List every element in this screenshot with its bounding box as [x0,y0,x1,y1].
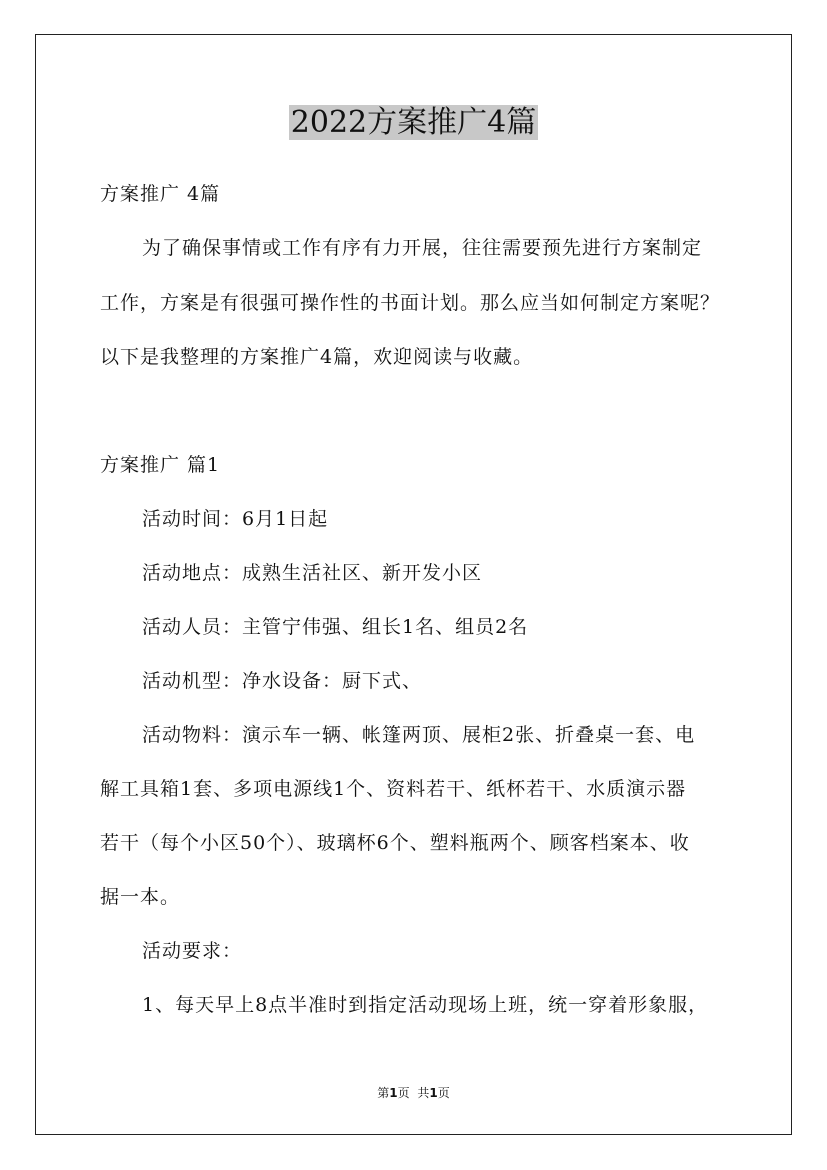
requirement-1: 1、每天早上8点半准时到指定活动现场上班，统一穿着形象服， [142,994,709,1016]
item-staff: 活动人员：主管宁伟强、组长1名、组员2名 [142,616,529,638]
footer-total-label: 共 [417,1086,430,1100]
page-footer [0,1085,827,1101]
item-location: 活动地点：成熟生活社区、新开发小区 [142,562,483,584]
document-title-text: 2022方案推广4篇 [290,105,537,140]
section-heading: 方案推广 篇1 [100,454,221,476]
intro-line-1: 为了确保事情或工作有序有力开展，往往需要预先进行方案制定 [142,237,703,259]
footer-total-number: 1 [429,1086,438,1100]
materials-line-4: 据一本。 [100,886,181,908]
footer-total-unit: 页 [437,1086,450,1100]
document-title [0,103,827,143]
document-subtitle: 方案推广 4篇 [100,183,221,205]
footer-page-unit: 页 [397,1086,410,1100]
requirements-label: 活动要求： [142,940,243,962]
materials-line-1: 活动物料：演示车一辆、帐篷两顶、展柜2张、折叠桌一套、电 [142,724,696,746]
materials-line-2: 解工具箱1套、多项电源线1个、资料若干、纸杯若干、水质演示器 [100,778,687,800]
item-time: 活动时间：6月1日起 [142,508,329,530]
intro-line-2: 工作，方案是有很强可操作性的书面计划。那么应当如何制定方案呢？ [100,292,721,314]
materials-line-3: 若干（每个小区50个）、玻璃杯6个、塑料瓶两个、顾客档案本、收 [100,832,690,854]
item-model: 活动机型：净水设备：厨下式、 [142,670,423,692]
footer-page-label: 第 [377,1086,390,1100]
footer-page-number: 1 [389,1086,398,1100]
intro-line-3: 以下是我整理的方案推广4篇，欢迎阅读与收藏。 [100,346,534,368]
